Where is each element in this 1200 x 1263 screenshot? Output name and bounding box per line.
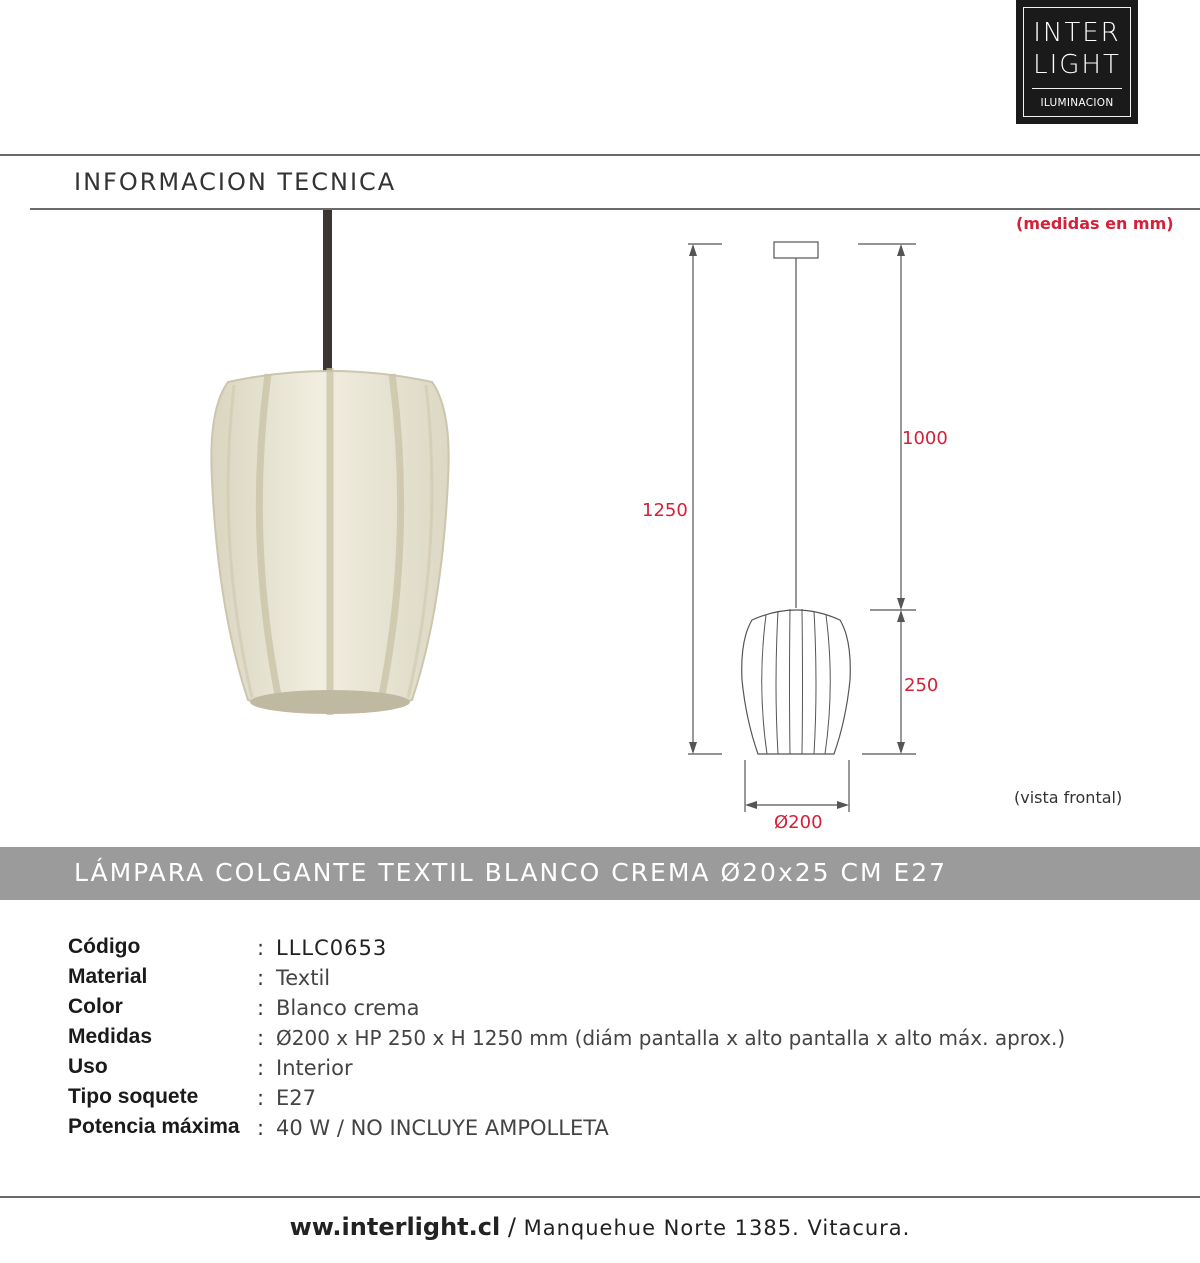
spec-value: Ø200 x HP 250 x H 1250 mm (diám pantalla x alto pantalla x alto máx. aprox.) <box>276 1026 1066 1050</box>
spec-label: Código <box>68 935 141 958</box>
spec-row-color <box>0 995 1200 1025</box>
spec-row-codigo <box>0 935 1200 965</box>
spec-row-medidas <box>0 1025 1200 1055</box>
canopy <box>774 242 818 258</box>
top-divider <box>0 154 1200 156</box>
spec-row-potencia <box>0 1115 1200 1145</box>
spec-row-uso <box>0 1055 1200 1085</box>
spec-value: E27 <box>276 1086 316 1110</box>
header-divider-right <box>626 208 1200 210</box>
dimension-total <box>688 244 722 754</box>
logo-line-2: LIGHT <box>1033 50 1121 80</box>
shade-opening <box>250 690 410 714</box>
technical-drawing <box>630 230 970 850</box>
logo-frame <box>1023 7 1131 117</box>
spec-colon: : <box>257 1026 265 1050</box>
footer <box>0 1213 1200 1241</box>
spec-label: Potencia máxima <box>68 1115 240 1138</box>
spec-row-material <box>0 965 1200 995</box>
label-diameter: Ø200 <box>774 812 823 833</box>
label-cord-length: 1000 <box>902 428 948 449</box>
power-cord <box>323 210 332 380</box>
product-photo <box>180 210 480 740</box>
spec-colon: : <box>257 1086 265 1110</box>
section-title: INFORMACION TECNICA <box>74 168 397 196</box>
logo-line-3: ILUMINACION <box>1040 97 1114 109</box>
label-total-height: 1250 <box>642 500 688 521</box>
product-title: LÁMPARA COLGANTE TEXTIL BLANCO CREMA Ø20x25 CM E27 <box>74 858 948 887</box>
spec-label: Material <box>68 965 148 988</box>
spec-label: Medidas <box>68 1025 153 1048</box>
spec-label: Color <box>68 995 123 1018</box>
spec-colon: : <box>257 1056 265 1080</box>
spec-value: Textil <box>276 966 331 990</box>
product-title-band <box>0 847 1200 900</box>
spec-colon: : <box>257 996 265 1020</box>
spec-label: Uso <box>68 1055 108 1078</box>
spec-colon: : <box>257 936 265 960</box>
spec-colon: : <box>257 966 265 990</box>
shade-outline <box>742 610 851 754</box>
dimension-diameter <box>745 760 849 812</box>
logo-line-1: INTER <box>1033 18 1121 48</box>
label-shade-height: 250 <box>904 675 939 696</box>
footer-address: Manquehue Norte 1385. Vitacura. <box>523 1216 911 1240</box>
website-link[interactable]: ww.interlight.cl <box>289 1213 501 1241</box>
units-note: (medidas en mm) <box>1016 214 1174 233</box>
spec-value: Blanco crema <box>276 996 420 1020</box>
spec-value: LLLC0653 <box>276 936 388 960</box>
footer-divider <box>0 1196 1200 1198</box>
view-note: (vista frontal) <box>1014 788 1123 807</box>
spec-value: Interior <box>276 1056 353 1080</box>
spec-colon: : <box>257 1116 265 1140</box>
brand-logo <box>1016 0 1138 124</box>
spec-row-tipo-soquete <box>0 1085 1200 1115</box>
spec-label: Tipo soquete <box>68 1085 199 1108</box>
footer-separator: / <box>507 1213 516 1241</box>
spec-value: 40 W / NO INCLUYE AMPOLLETA <box>276 1116 609 1140</box>
logo-divider <box>1032 88 1122 89</box>
